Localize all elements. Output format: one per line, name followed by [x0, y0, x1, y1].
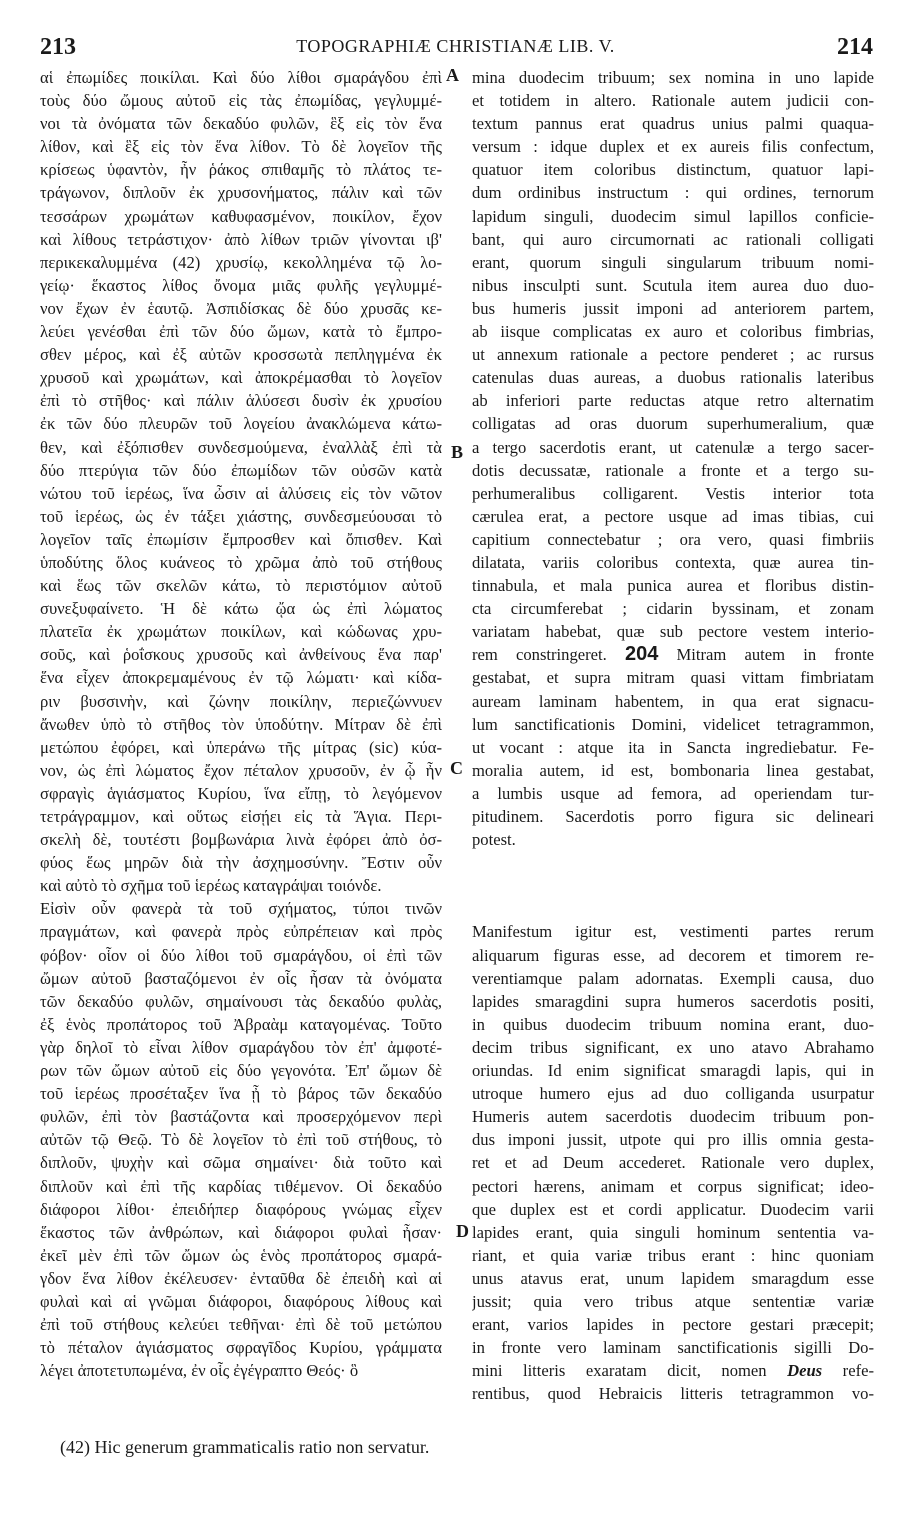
text-line: variatam habebat, quæ sub pectore vestem interio- [472, 622, 874, 642]
text-line: utroque humero ejus ad duo colliganda usurpatur [472, 1084, 874, 1104]
text-line: aliquarum figuras esse, ad decorem et timorem re- [472, 945, 874, 965]
text-line: ὑποδύτης ὅλος κυάνεος τὸ χρῶμα ἀπὸ τοῦ στήθους [40, 552, 442, 572]
text-fragment: Mitram autem in fronte [658, 645, 874, 665]
text-line: σθεν μέρος, καὶ ἐξ αὐτῶν κροσσωτὰ πεπληγμένα ἐκ [40, 345, 442, 365]
text-line: verentiamque palam adornatas. Exempli causa, duo [472, 968, 874, 988]
text-line: lapides erant, quia singuli hominum sententia va- [472, 1222, 874, 1242]
text-line: φύος ἕως μηρῶν διὰ τὴν ἀσχημοσύνην. Ἔστιν οὖν [40, 853, 442, 873]
text-line: μετώπου ἐφόρει, καὶ ὑπεράνω τῆς μίτρας (sic) κύα- [40, 737, 442, 757]
text-line: πλατεῖα ἐκ χρωμάτων ποικίλων, καὶ κώδωνας χρυ- [40, 622, 442, 642]
text-line: σφραγὶς ἁγιάσματος Κυρίου, ἵνα εἴπῃ, τὸ λεγόμενον [40, 783, 442, 803]
text-line: et totidem in altero. Rationale autem judicii con- [472, 91, 874, 111]
text-line: gestabat, et supra mitram quasi vittam fimbriatam [472, 668, 874, 688]
text-line: Manifestum igitur est, vestimenti partes rerum [472, 922, 874, 942]
text-line: ἐξ ἑνὸς προπάτορος τοῦ Ἀβραὰμ καταγομένας. Τοῦτο [40, 1014, 442, 1034]
latin-block-2 [472, 666, 874, 851]
text-line: τῶν δεκαδύο φυλῶν, σημαίνουσι τὰς δεκαδύο φυλὰς, [40, 991, 442, 1011]
margin-marker-a: A [446, 65, 459, 85]
text-line: γὰρ δηλοῖ τὸ εἶναι λίθον σμαράγδου τὸν ἐπ' ἀμφοτέ- [40, 1037, 442, 1057]
text-line: moralia autem, id est, bombonaria linea gestabat, [472, 760, 874, 780]
text-line: pectori hærens, animam et corpus significat; ideo- [472, 1176, 874, 1196]
text-line: καὶ λίθους τετράστιχον· ἀπὸ λίθων τριῶν γίνονται ιβ' [40, 229, 442, 249]
text-fragment: rem constringeret. [472, 645, 625, 665]
text-line: καὶ αὐτὸ τὸ σχῆμα τοῦ ἱερέως καταγράψαι τοιόνδε. [40, 876, 382, 896]
text-line: διπλοῦν, ψυχὴν καὶ σῶμα σημαίνει· διὰ τοῦτο καὶ [40, 1153, 442, 1173]
text-line: τοῦ ἱερέως προσέταξεν ἵνα ᾖ τὸ βάρος τῶν δεκαδύο [40, 1084, 442, 1104]
text-line: Εἰσὶν οὖν φανερὰ τὰ τοῦ σχήματος, τύποι τινῶν [40, 899, 442, 919]
text-line: διάφοροι λίθοι· ἐπειδήπερ διαφόρους γνώμας εἶχεν [40, 1199, 442, 1219]
text-line: θεν, καὶ ἐξόπισθεν συνδεσμούμενα, ἐναλλὰξ ἐπὶ τὰ [40, 437, 442, 457]
text-line: ut annexum rationale a pectore penderet ; ac rursus [472, 345, 874, 365]
text-line: in fronte vero laminam sanctificationis sigilli Do- [472, 1338, 874, 1358]
text-line: λέγει ἀποτετυπωμένα, ἐν οἷς ἐγέγραπτο Θεός· ὃ [40, 1361, 359, 1381]
text-line: ἐπὶ τὸ στῆθος· καὶ πάλιν ἁλύσεσι δυσὶν ἐκ χρυσίου [40, 391, 442, 411]
text-line: ut vocant : atque ita in Sancta ingrediebatur. Fe- [472, 737, 874, 757]
text-line: capitium connectebatur ; ora vero, quasi fimbriis [472, 529, 874, 549]
text-line: ret et ad Deum accederet. Rationale vero duplex, [472, 1153, 874, 1173]
page-number-right: 214 [837, 34, 873, 60]
text-line: erant, quorum singuli singularum tribuum nomi- [472, 252, 874, 272]
text-line: in quibus duodecim tribuum nomina erant, duo- [472, 1014, 874, 1034]
text-line: riant, et quia variæ tribus erant : hinc quoniam [472, 1245, 874, 1265]
text-line: ἄνωθεν ὑπὸ τὸ στῆθος τὸν ὑποδύτην. Μίτραν δὲ ἐπὶ [40, 714, 442, 734]
text-line: σοῦς, καὶ ῥοΐσκους χρυσοῦς καὶ ἀνθείνους ἕνα παρ' [40, 645, 442, 665]
text-line: mina duodecim tribuum; sex nomina in uno lapide [472, 68, 874, 87]
text-line: γείῳ· ἕκαστος λίθος ὄνομα μιᾶς φυλῆς γεγλυμμέ- [40, 275, 442, 295]
text-line: ab iisque complicatas ex auro et coloribus fimbrias, [472, 322, 874, 342]
text-line: φυλῶν, ἐπὶ τὸν βαστάζοντα καὶ προσερχόμενον περὶ [40, 1107, 442, 1127]
text-line: νον, ὡς ἐπὶ λώματος ἔχον πέταλον χρυσοῦν, ἐν ᾧ ἦν [40, 760, 442, 780]
text-fragment: mini litteris exaratam dicit, nomen [472, 1361, 767, 1381]
text-line: colligatas ad oras duorum superhumeralium, quæ [472, 414, 874, 434]
text-line: potest. [472, 830, 516, 850]
text-line: ριν βυσσινὴν, καὶ ζώνην ποικίλην, περιεζώννυεν [40, 691, 442, 711]
text-line: συνεξυφαίνετο. Ἡ δὲ κάτω ᾤα ὡς ἐπὶ λώματος [40, 599, 442, 619]
text-line: auream laminam habentem, in qua erat signacu- [472, 691, 874, 711]
text-line: ὤμων αὐτοῦ βασταζόμενοι ἐν οἷς ἦσαν τὰ ὀνόματα [40, 968, 442, 988]
text-line: τοῦ ἱερέως, ὡς ἐν τάξει χιάστης, συνδεσμεύουσαι τὸ [40, 506, 442, 526]
text-line: ab inferiori parte reductas atque retro alternatim [472, 391, 874, 411]
text-line: φόβον· οἷον οἱ δύο λίθοι τοῦ σμαράγδου, οἱ ἐπὶ τῶν [40, 945, 442, 965]
text-line [472, 1359, 874, 1382]
text-line: decim tribus significant, ex uno atavo Abrahamo [472, 1037, 874, 1057]
text-line: νον ἔχων ἐν ἑαυτῷ. Ἀσπιδίσκας δὲ δύο χρυσᾶς κε- [40, 298, 442, 318]
page-number-left: 213 [40, 34, 76, 60]
text-line: tinnabula, et mala punica aurea et floribus distin- [472, 576, 874, 596]
text-line: πραγμάτων, καὶ φανερὰ πρὸς εὐπρέπειαν καὶ πρὸς [40, 922, 442, 942]
text-line: dotis decussatæ, rationale a fronte et a tergo su- [472, 460, 874, 480]
text-line: a tergo sacerdotis erant, ut catenulæ a tergo sacer- [472, 437, 874, 457]
text-line: λεύει γενέσθαι ἐπὶ τῶν δύο ὤμων, κατὰ τὸ ἔμπρο- [40, 322, 442, 342]
text-line: perhumeralibus colligarent. Vestis interior tota [472, 483, 874, 503]
text-line: νώτου τοῦ ἱερέως, ἵνα ὦσιν αἱ ἁλύσεις εἰς τὸν νῶτον [40, 483, 442, 503]
text-line: κρίσεως ὑφαντὸν, ἦν ῥάκος σπιθαμῆς τὸ πλάτος τε- [40, 160, 442, 180]
text-line: τὸ πέταλον ἁγιάσματος σφραγῖδος Κυρίου, γράμματα [40, 1338, 442, 1358]
text-line [472, 643, 874, 666]
text-line: quatuor item coloribus distinctum, quatuor lapi- [472, 160, 874, 180]
text-line: καὶ ἕως τῶν σκελῶν κάτω, τὸ περιστόμιον αὐτοῦ [40, 576, 442, 596]
text-line: γδον ἕνα λίθον ἐκέλευσεν· ἐνταῦθα δὲ ἐπειδὴ καὶ αἱ [40, 1268, 442, 1288]
text-line: ἐκ τῶν δύο πλευρῶν τοῦ λογείου ἀνακλώμενα κάτω- [40, 414, 442, 434]
footnote: (42) Hic generum grammaticalis ratio non servatur. [60, 1437, 430, 1457]
text-fragment: refe- [822, 1361, 874, 1381]
text-line: αἱ ἐπωμίδες ποικίλαι. Καὶ δύο λίθοι σμαράγδου ἐπὶ [40, 68, 442, 87]
text-line: que duplex est et cordi applicatur. Duodecim varii [472, 1199, 874, 1219]
text-line: cta circumferebat ; cidarin byssinam, et zonam [472, 599, 874, 619]
text-line: τετράγραμμον, καὶ οὕτως εἰσῄει εἰς τὰ Ἅγια. Περι- [40, 807, 442, 826]
text-line: dum ordinibus instructum : qui ordines, ternorum [472, 183, 874, 203]
italic-word: Deus [787, 1361, 823, 1381]
figure-gap [472, 851, 874, 920]
text-line: αὐτῶν τῷ Θεῷ. Τὸ δὲ λογεῖον τὸ ἐπὶ τοῦ στήθους, τὸ [40, 1130, 442, 1150]
text-line: τεσσάρων χρωμάτων καθυφασμένον, ποικίλον, ἔχον [40, 206, 442, 226]
text-line: ἕνα εἶχεν ἀποκρεμαμένους ἐν τῷ λώματι· καὶ κίδα- [40, 668, 442, 688]
text-line: cærulea erat, a pectore usque ad imas tibias, cui [472, 506, 874, 526]
text-line: νοι τὰ ὀνόματα τῶν δεκαδύο φυλῶν, ἓξ εἰς τὸν ἕνα [40, 114, 442, 134]
running-title: TOPOGRAPHIÆ CHRISTIANÆ LIB. V. [296, 36, 615, 56]
text-line: ρων τῶν ὤμων αὐτοῦ εἰς δύο γεγονότα. Ἐπ' ὤμων δὲ [40, 1061, 442, 1081]
text-line: nibus insculpti sunt. Scutula item aurea duo duo- [472, 275, 874, 295]
margin-marker-b: B [451, 442, 464, 462]
text-line: catenulas duas aureas, a duobus rationalis lateribus [472, 368, 874, 388]
text-line: σκελὴ δὲ, τουτέστι βομβωνάρια λινὰ ἐφόρει ἀπὸ ὀσ- [40, 830, 442, 850]
text-line: a lumbis usque ad femora, ad operiendam tur- [472, 783, 874, 803]
text-line: lapides smaragdini supra humeros sacerdotis positi, [472, 991, 874, 1011]
margin-marker-c: C [450, 758, 463, 778]
text-line: λογεῖον ταῖς ἐπωμίσιν ἔμπροσθεν καὶ ὄπισθεν. Καὶ [40, 529, 442, 549]
text-line: jussit; quia vero tribus atque sententiæ variæ [472, 1291, 874, 1311]
text-line: dus imponi jussit, utpote qui pro illis omnia gesta- [472, 1130, 874, 1150]
greek-text-column [40, 66, 442, 1382]
text-line: dilatata, variis coloribus contexta, quæ aurea tin- [472, 552, 874, 572]
text-line: τοὺς δύο ὤμους αὐτοῦ εἰς τὰς ἐπωμίδας, γεγλυμμέ- [40, 91, 442, 111]
text-line: τράγωνον, διπλοῦν ἐκ χρυσονήματος, πάλιν καὶ τῶν [40, 183, 442, 203]
text-line: textum pannus erat quadrus unius palmi quaqua- [472, 114, 874, 134]
margin-marker-d: D [456, 1221, 469, 1241]
text-line: bant, qui auro circumornati ac rationali colligati [472, 229, 874, 249]
text-line: unus atavus erat, unum lapidem smaragdum esse [472, 1268, 874, 1288]
text-line: oriundas. Id enim significat smaragdi lapis, qui in [472, 1061, 874, 1081]
text-line: Humeris autem sacerdotis duodecim tribuum pon- [472, 1107, 874, 1127]
text-line: ἐπὶ τοῦ στήθους κελεύει τεθῆναι· ἐπὶ δὲ τοῦ μετώπου [40, 1315, 442, 1335]
text-line: δύο πτερύγια τῶν δύο ἐπωμίδων τῶν οὐσῶν κατὰ [40, 460, 442, 480]
latin-text-column [472, 66, 874, 1405]
text-line: rentibus, quod Hebraicis litteris tetragrammon vo- [472, 1384, 874, 1404]
text-line: λίθον, καὶ ἓξ εἰς τὸν ἕνα λίθον. Τὸ δὲ λογεῖον τῆς [40, 137, 442, 157]
text-line: ἕκαστος τῶν ἀνθρώπων, καὶ διάφοροι φυλαὶ ἦσαν· [40, 1222, 442, 1242]
latin-block-3 [472, 920, 874, 1359]
column-number: 204 [624, 643, 659, 666]
text-line: χρυσοῦ καὶ χρωμάτων, καὶ ἀποκρέμασθαι τὸ λογεῖον [40, 368, 442, 388]
latin-block-1 [472, 66, 874, 643]
text-line: περικεκαλυμμένα (42) χρυσίῳ, κεκολλημένα τῷ λο- [40, 252, 442, 272]
text-line: versum : idque duplex et ex aureis filis confectum, [472, 137, 874, 157]
text-line: lapidum singuli, duodecim simul lapillos conficie- [472, 206, 874, 226]
text-line: bus humeris jussit imponi ad anteriorem partem, [472, 298, 874, 318]
text-line: erant, varios lapides in pectore gestari præcepit; [472, 1315, 874, 1335]
page-header [0, 0, 911, 60]
text-line: φυλαὶ καὶ αἱ γνῶμαι διάφοροι, διαφόρους λίθους καὶ [40, 1291, 442, 1311]
text-line: διπλοῦν καὶ ἐπὶ τῆς καρδίας τιθέμενον. Οἱ δεκαδύο [40, 1176, 442, 1196]
text-line: lum sanctificationis Domini, videlicet tetragrammon, [472, 714, 874, 734]
text-line: ἐκεῖ μὲν ἐπὶ τῶν ὤμων ὡς ἑνὸς προπάτορος σμαρά- [40, 1245, 442, 1265]
text-line: pitudinem. Sacerdotis porro figura sic delineari [472, 807, 874, 826]
